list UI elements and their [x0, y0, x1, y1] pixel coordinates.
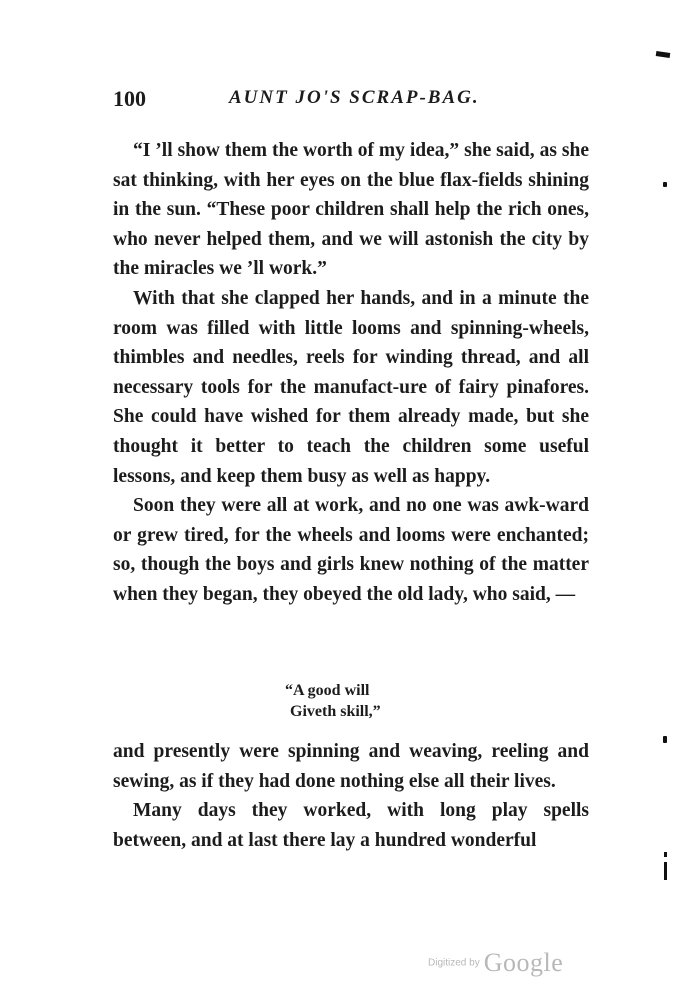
verse-quote [285, 680, 381, 722]
running-title: AUNT JO'S SCRAP-BAG. [229, 87, 480, 108]
verse-line-2: Giveth skill,” [290, 703, 381, 720]
scan-speck-2 [663, 736, 667, 743]
paragraph-3: Soon they were all at work, and no one was awk-ward or grew tired, for the wheels and looms were enchanted; so, though the boys and girls knew nothing of the matter when they began, they obeyed the old lady, who said, — [113, 495, 589, 605]
paragraph-4: and presently were spinning and weaving, reeling and sewing, as if they had done nothing else all their lives. [113, 741, 589, 792]
watermark-small-text: Digitized by [428, 957, 480, 969]
scan-edge-mark-top [656, 51, 671, 58]
scan-speck-1 [663, 182, 667, 187]
page-number: 100 [113, 86, 146, 111]
paragraph-1: “I ’ll show them the worth of my idea,” she said, as she sat thinking, with her eyes on the blue flax-fields shining in the sun. “These poor children shall help the rich ones, who never helped them, and we will astonish the city by the miracles we ’ll work.” [113, 140, 589, 280]
watermark-google-logo: Google [483, 948, 564, 977]
google-digitized-watermark [428, 948, 563, 978]
scan-speck-3 [664, 852, 667, 857]
body-text-lower [113, 737, 589, 855]
page-header [113, 86, 593, 114]
scan-speck-4 [664, 862, 667, 880]
verse-line-1: “A good will [285, 682, 370, 699]
paragraph-5: Many days they worked, with long play spells between, and at last there lay a hundred wonderful [113, 800, 589, 851]
body-text-upper [113, 136, 589, 610]
paragraph-2: With that she clapped her hands, and in a minute the room was filled with little looms and spinning-wheels, thimbles and needles, reels for winding thread, and all necessary tools for the manufact-ure of fairy pinafores. She could have wished for them already made, but she thought it better to teach the children some useful lessons, and keep them busy as well as happy. [113, 287, 589, 487]
